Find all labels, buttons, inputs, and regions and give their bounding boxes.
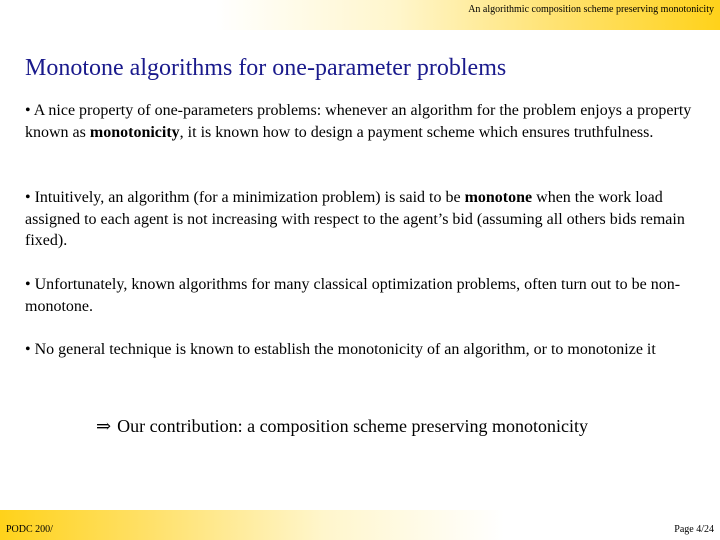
bullet-text: • Unfortunately, known algorithms for many classical optimization problems, often turn out to be non-monotone.: [25, 276, 681, 315]
footer-bar: [0, 510, 720, 540]
implies-arrow-icon: ⇒: [96, 416, 112, 436]
bullet-monotone-definition: [25, 187, 697, 252]
slide-title: Monotone algorithms for one-parameter problems: [25, 55, 507, 81]
header-bar: [0, 0, 720, 30]
bullet-no-general-technique: [25, 339, 697, 361]
contribution-text: Our contribution: a composition scheme preserving monotonicity: [117, 416, 589, 436]
contribution-statement: [96, 414, 588, 438]
bullet-text: , it is known how to design a payment scheme which ensures truthfulness.: [179, 123, 654, 141]
bullet-text: • Intuitively, an algorithm (for a minimization problem) is said to be: [25, 189, 465, 206]
bullet-text: when the work load assigned to each agent is not increasing with respect to the agent’s bid (assuming all others bids remain fixed).: [25, 189, 685, 249]
bullet-bold-term: monotone: [464, 189, 533, 206]
footer-conference: PODC 200/: [6, 524, 53, 535]
bullet-non-monotone: [25, 274, 697, 317]
bullet-text: • A nice property of one-parameters problems: whenever an algorithm for the problem enjoys a property known as: [25, 102, 692, 141]
page-number: Page 4/24: [674, 524, 714, 535]
bullet-text: • No general technique is known to establish the monotonicity of an algorithm, or to monotonize it: [25, 341, 656, 358]
running-title: An algorithmic composition scheme preserving monotonicity: [468, 4, 714, 15]
bullet-bold-term: monotonicity: [89, 123, 180, 141]
bullet-monotonicity-property: [25, 100, 697, 143]
